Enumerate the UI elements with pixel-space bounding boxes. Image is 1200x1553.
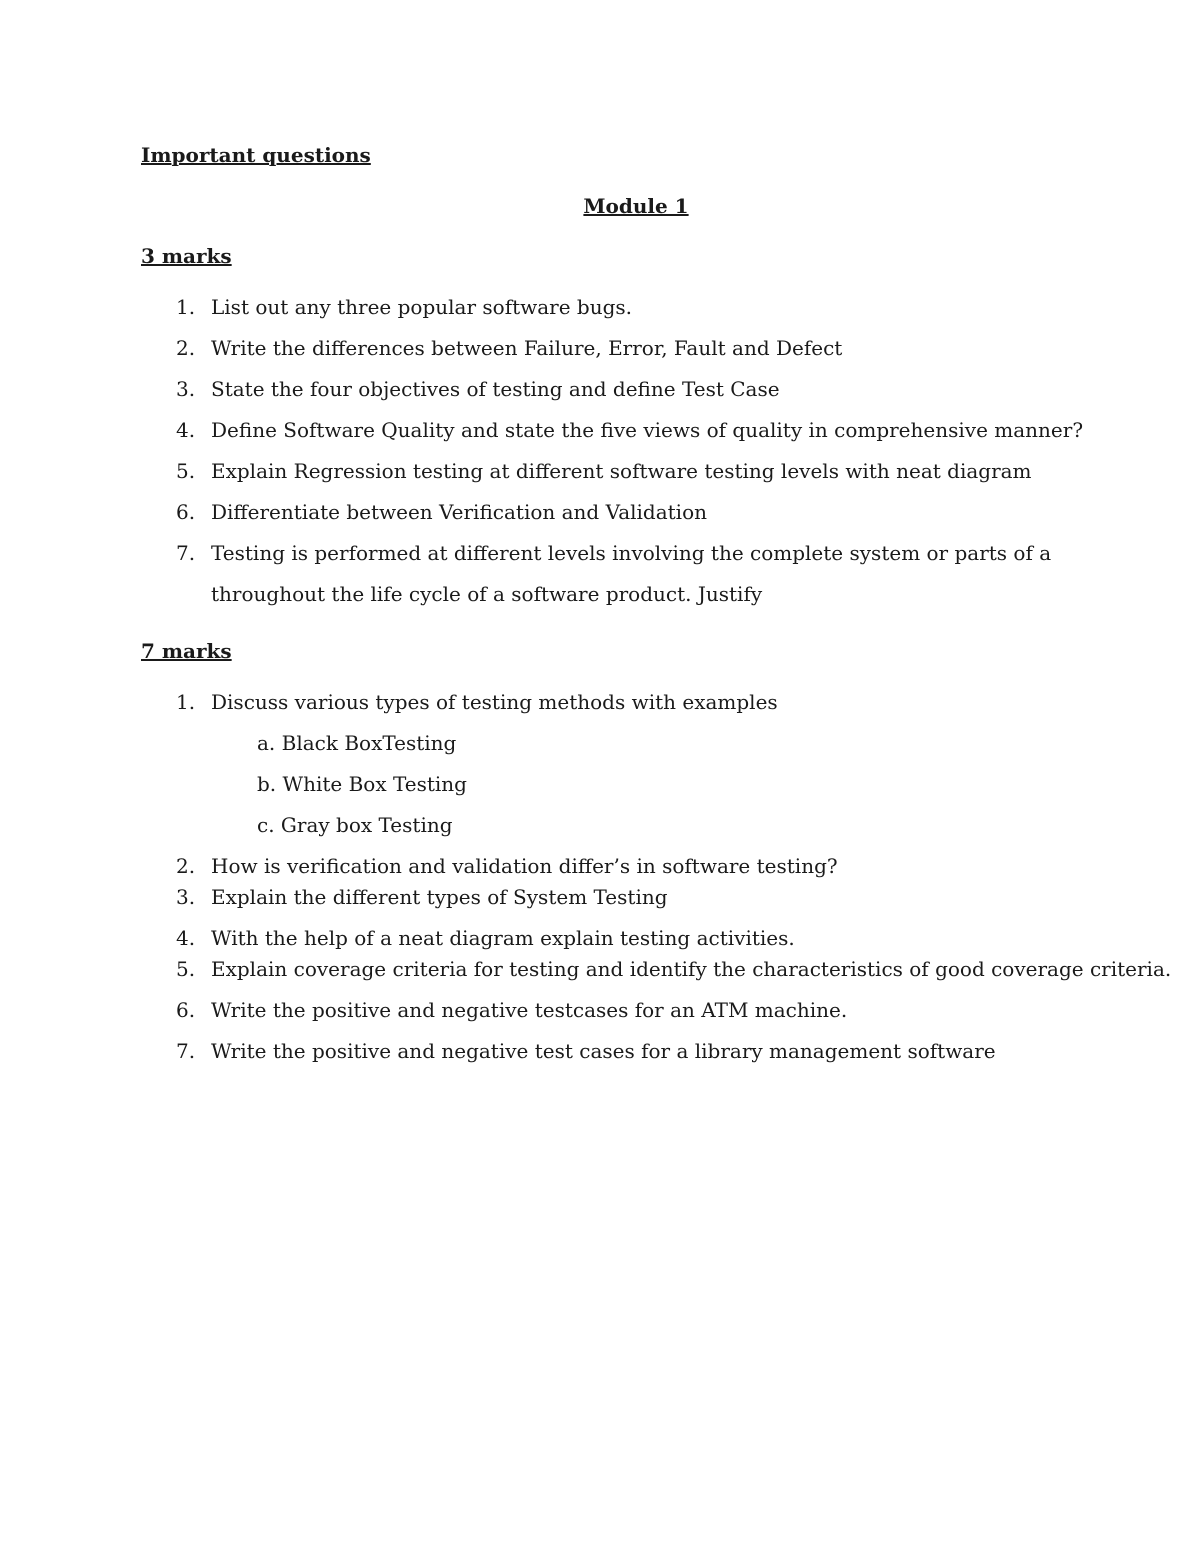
question-text: Define Software Quality and state the five views of quality in comprehensive manner? xyxy=(211,418,1084,442)
list-item xyxy=(0,492,1200,533)
list-item xyxy=(0,410,1200,451)
sub-text: Black BoxTesting xyxy=(281,731,457,755)
list-item xyxy=(0,533,1200,615)
question-number: 3. xyxy=(176,885,196,909)
sub-list-container xyxy=(0,723,1200,846)
question-text: Testing is performed at different levels involving the complete system or parts of a throughout the life cycle of a software product. Justify xyxy=(211,541,1052,606)
list-item xyxy=(0,877,1200,918)
question-number: 2. xyxy=(176,336,196,360)
question-text: Explain the different types of System Testing xyxy=(211,885,668,909)
list-item xyxy=(0,287,1200,328)
question-text: Write the positive and negative test cases for a library management software xyxy=(211,1039,996,1063)
question-text: List out any three popular software bugs. xyxy=(211,295,633,319)
sub-letter: b. xyxy=(257,772,277,796)
question-text: How is verification and validation differ’s in software testing? xyxy=(211,854,838,878)
sub-text: White Box Testing xyxy=(282,772,467,796)
question-text: Explain coverage criteria for testing and identify the characteristics of good coverage criteria. xyxy=(211,957,1172,981)
list-item xyxy=(0,949,1200,990)
question-number: 1. xyxy=(176,295,196,319)
question-number: 6. xyxy=(176,500,196,524)
question-text: Write the positive and negative testcases for an ATM machine. xyxy=(211,998,848,1022)
question-number: 4. xyxy=(176,418,196,442)
question-number: 4. xyxy=(176,926,196,950)
list-item xyxy=(0,990,1200,1031)
section-heading-3-marks: 3 marks xyxy=(141,244,232,268)
list-item xyxy=(0,1031,1200,1072)
question-text: State the four objectives of testing and define Test Case xyxy=(211,377,780,401)
section-heading-7-marks: 7 marks xyxy=(141,639,232,663)
sub-letter: c. xyxy=(257,813,275,837)
question-text: Explain Regression testing at different software testing levels with neat diagram xyxy=(211,459,1032,483)
sub-list-item xyxy=(0,764,1200,805)
sub-question-list xyxy=(0,723,1200,846)
sub-list-item xyxy=(0,805,1200,846)
list-item xyxy=(0,369,1200,410)
question-list-3-marks xyxy=(0,287,1200,615)
question-number: 5. xyxy=(176,957,196,981)
list-item xyxy=(0,918,1200,949)
question-text: Discuss various types of testing methods with examples xyxy=(211,690,778,714)
question-number: 3. xyxy=(176,377,196,401)
list-item xyxy=(0,451,1200,492)
question-text: Differentiate between Verification and Validation xyxy=(211,500,707,524)
question-number: 1. xyxy=(176,690,196,714)
sub-letter: a. xyxy=(257,731,276,755)
question-number: 5. xyxy=(176,459,196,483)
list-item xyxy=(0,846,1200,877)
module-title: Module 1 xyxy=(583,194,689,218)
list-item xyxy=(0,682,1200,723)
question-number: 7. xyxy=(176,1039,196,1063)
list-item xyxy=(0,328,1200,369)
sub-text: Gray box Testing xyxy=(280,813,453,837)
question-text: Write the differences between Failure, Error, Fault and Defect xyxy=(211,336,843,360)
question-number: 2. xyxy=(176,854,196,878)
question-text: With the help of a neat diagram explain testing activities. xyxy=(211,926,795,950)
question-list-7-marks xyxy=(0,682,1200,1072)
sub-list-item xyxy=(0,723,1200,764)
question-number: 6. xyxy=(176,998,196,1022)
question-number: 7. xyxy=(176,541,196,565)
document-title: Important questions xyxy=(141,143,371,167)
